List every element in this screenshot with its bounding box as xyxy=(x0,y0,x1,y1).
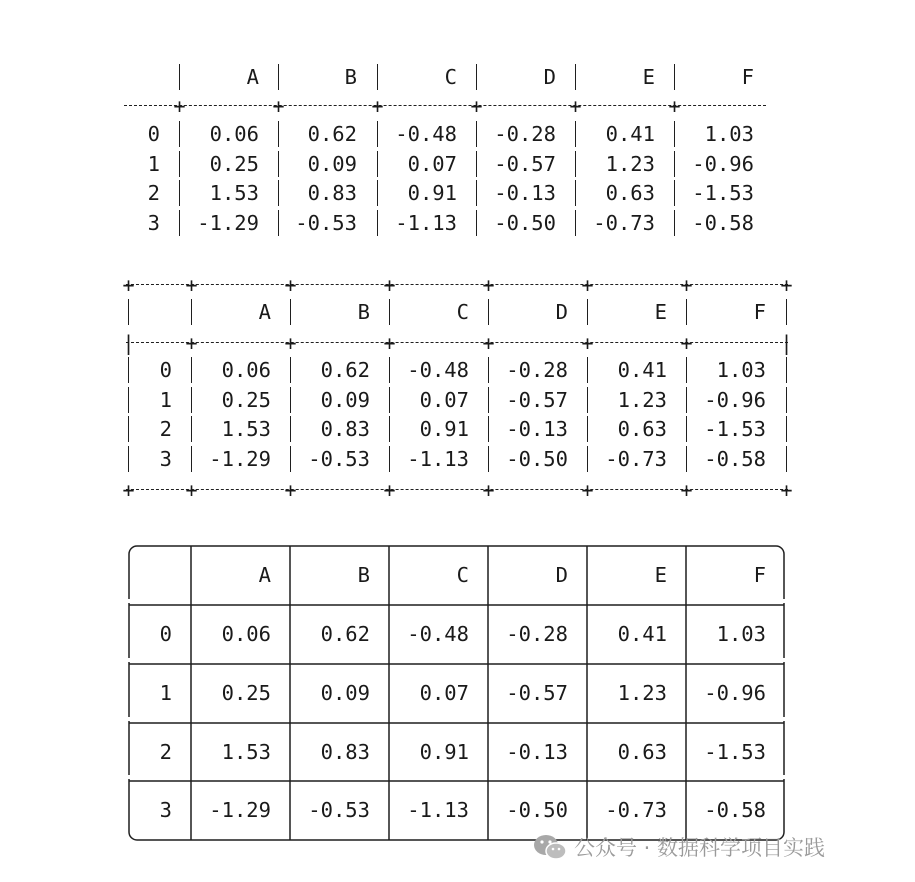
rule-junction: + xyxy=(482,273,495,297)
rule-junction: + xyxy=(668,94,681,118)
table-cell: -0.48 xyxy=(407,357,469,382)
table-cell: -0.58 xyxy=(704,798,766,823)
table-cell: 0.83 xyxy=(307,180,357,205)
rule-junction: + xyxy=(185,273,198,297)
column-header: F xyxy=(753,563,766,588)
table-cell: -0.53 xyxy=(308,446,370,471)
rule-junction: + xyxy=(581,331,594,355)
row-index: 2 xyxy=(147,180,160,205)
row-index: 1 xyxy=(147,151,160,176)
rule-junction: + xyxy=(284,478,297,502)
border-notch xyxy=(127,599,131,603)
table-cell: 0.83 xyxy=(320,739,370,764)
table-cell: 0.25 xyxy=(209,151,259,176)
column-header: D xyxy=(555,299,568,324)
table-cell: 1.23 xyxy=(617,681,667,706)
rule-junction: | xyxy=(780,331,793,355)
row-index: 2 xyxy=(159,416,172,441)
column-header: B xyxy=(357,563,370,588)
table-cell: -0.73 xyxy=(605,798,667,823)
column-header: A xyxy=(258,299,271,324)
column-header: E xyxy=(642,64,655,89)
table-cell: 0.07 xyxy=(419,387,469,412)
table-cell: 0.41 xyxy=(605,121,655,146)
table-cell: -0.53 xyxy=(308,798,370,823)
table-cell: -1.29 xyxy=(209,798,271,823)
table-cell: 0.25 xyxy=(221,681,271,706)
rule-junction: + xyxy=(581,478,594,502)
table-cell: -0.50 xyxy=(506,446,568,471)
table-cell: 0.91 xyxy=(419,416,469,441)
border-notch xyxy=(782,658,786,662)
table-cell: 0.83 xyxy=(320,416,370,441)
table-cell: -0.58 xyxy=(704,446,766,471)
table-cell: -1.29 xyxy=(209,446,271,471)
border-notch xyxy=(127,717,131,721)
watermark-text: 公众号 · 数据科学项目实践 xyxy=(574,836,826,860)
table-cell: -0.48 xyxy=(395,121,457,146)
table-cell: -0.28 xyxy=(506,622,568,647)
rule-junction: + xyxy=(780,478,793,502)
table-cell: 0.91 xyxy=(407,180,457,205)
rule-junction: + xyxy=(482,478,495,502)
row-index: 0 xyxy=(147,121,160,146)
table-cell: -0.57 xyxy=(506,681,568,706)
table-cell: 1.03 xyxy=(704,121,754,146)
rule-junction: + xyxy=(470,94,483,118)
table-cell: -0.53 xyxy=(295,210,357,235)
table-cell: -0.57 xyxy=(494,151,556,176)
table-cell: -0.13 xyxy=(506,416,568,441)
table-cell: 1.03 xyxy=(716,622,766,647)
table-cell: 0.06 xyxy=(209,121,259,146)
table-cell: 1.23 xyxy=(605,151,655,176)
table-cell: 0.62 xyxy=(307,121,357,146)
table-cell: 1.53 xyxy=(209,180,259,205)
table-cell: -0.58 xyxy=(692,210,754,235)
column-header: E xyxy=(654,299,667,324)
column-header: D xyxy=(543,64,556,89)
table-cell: -0.96 xyxy=(704,681,766,706)
table-cell: 0.63 xyxy=(617,416,667,441)
table-cell: -1.13 xyxy=(407,798,469,823)
rule-junction: + xyxy=(284,331,297,355)
rule-junction: | xyxy=(122,331,135,355)
rule-junction: + xyxy=(383,478,396,502)
rule-junction: + xyxy=(185,331,198,355)
rule-junction: + xyxy=(185,478,198,502)
row-index: 2 xyxy=(159,739,172,764)
column-header: A xyxy=(258,563,271,588)
table-cell: -1.13 xyxy=(395,210,457,235)
row-index: 3 xyxy=(147,210,160,235)
column-header: C xyxy=(456,563,469,588)
row-index: 0 xyxy=(159,622,172,647)
table-cell: -0.13 xyxy=(506,739,568,764)
table-cell: 0.63 xyxy=(617,739,667,764)
border-notch xyxy=(782,717,786,721)
row-index: 0 xyxy=(159,357,172,382)
rule-junction: + xyxy=(569,94,582,118)
table-cell: -0.28 xyxy=(506,357,568,382)
rule-junction: + xyxy=(680,273,693,297)
row-index: 3 xyxy=(159,798,172,823)
table-cell: 0.91 xyxy=(419,739,469,764)
table-cell: 1.53 xyxy=(221,739,271,764)
table-cell: -1.13 xyxy=(407,446,469,471)
table-cell: 0.06 xyxy=(221,357,271,382)
border-notch xyxy=(127,658,131,662)
column-header: B xyxy=(357,299,370,324)
table-cell: -1.29 xyxy=(197,210,259,235)
table-cell: 0.41 xyxy=(617,357,667,382)
table-cell: -0.57 xyxy=(506,387,568,412)
table-cell: 0.07 xyxy=(407,151,457,176)
rule-junction: + xyxy=(780,273,793,297)
table-cell: -0.50 xyxy=(506,798,568,823)
table-cell: 0.06 xyxy=(221,622,271,647)
rule-junction: + xyxy=(482,331,495,355)
rule-junction: + xyxy=(122,478,135,502)
rule-junction: + xyxy=(383,273,396,297)
border-notch xyxy=(782,599,786,603)
table-cell: 0.62 xyxy=(320,357,370,382)
column-header: B xyxy=(344,64,357,89)
rule-junction: + xyxy=(272,94,285,118)
column-header: F xyxy=(741,64,754,89)
table-cell: 0.62 xyxy=(320,622,370,647)
table-cell: -0.50 xyxy=(494,210,556,235)
rule-junction: + xyxy=(680,331,693,355)
column-header: D xyxy=(555,563,568,588)
table-cell: -1.53 xyxy=(704,416,766,441)
table-cell: -0.48 xyxy=(407,622,469,647)
row-index: 1 xyxy=(159,387,172,412)
rule-junction: + xyxy=(371,94,384,118)
column-header: F xyxy=(753,299,766,324)
wechat-icon xyxy=(532,832,568,862)
table-cell: -0.73 xyxy=(593,210,655,235)
column-header: E xyxy=(654,563,667,588)
table-cell: 0.09 xyxy=(320,387,370,412)
table-cell: -1.53 xyxy=(692,180,754,205)
watermark xyxy=(532,830,825,864)
rule-junction: + xyxy=(122,273,135,297)
table-cell: 1.23 xyxy=(617,387,667,412)
table-cell: -0.13 xyxy=(494,180,556,205)
column-header: C xyxy=(456,299,469,324)
column-header: A xyxy=(246,64,259,89)
table-cell: 0.07 xyxy=(419,681,469,706)
row-index: 1 xyxy=(159,681,172,706)
table-cell: 0.09 xyxy=(320,681,370,706)
table-cell: 1.03 xyxy=(716,357,766,382)
rule-junction: + xyxy=(383,331,396,355)
table-cell: -0.73 xyxy=(605,446,667,471)
table-cell: -0.96 xyxy=(692,151,754,176)
rule-junction: + xyxy=(284,273,297,297)
border-notch xyxy=(127,775,131,779)
table-cell: 1.53 xyxy=(221,416,271,441)
table-cell: -0.96 xyxy=(704,387,766,412)
table-cell: -0.28 xyxy=(494,121,556,146)
table-cell: 0.09 xyxy=(307,151,357,176)
table-cell: 0.25 xyxy=(221,387,271,412)
rule-junction: + xyxy=(581,273,594,297)
border-notch xyxy=(782,775,786,779)
table-cell: 0.41 xyxy=(617,622,667,647)
table-cell: -1.53 xyxy=(704,739,766,764)
rule-junction: + xyxy=(680,478,693,502)
table-cell: 0.63 xyxy=(605,180,655,205)
header-index-cell xyxy=(133,565,172,586)
rule-junction: + xyxy=(173,94,186,118)
row-index: 3 xyxy=(159,446,172,471)
column-header: C xyxy=(444,64,457,89)
